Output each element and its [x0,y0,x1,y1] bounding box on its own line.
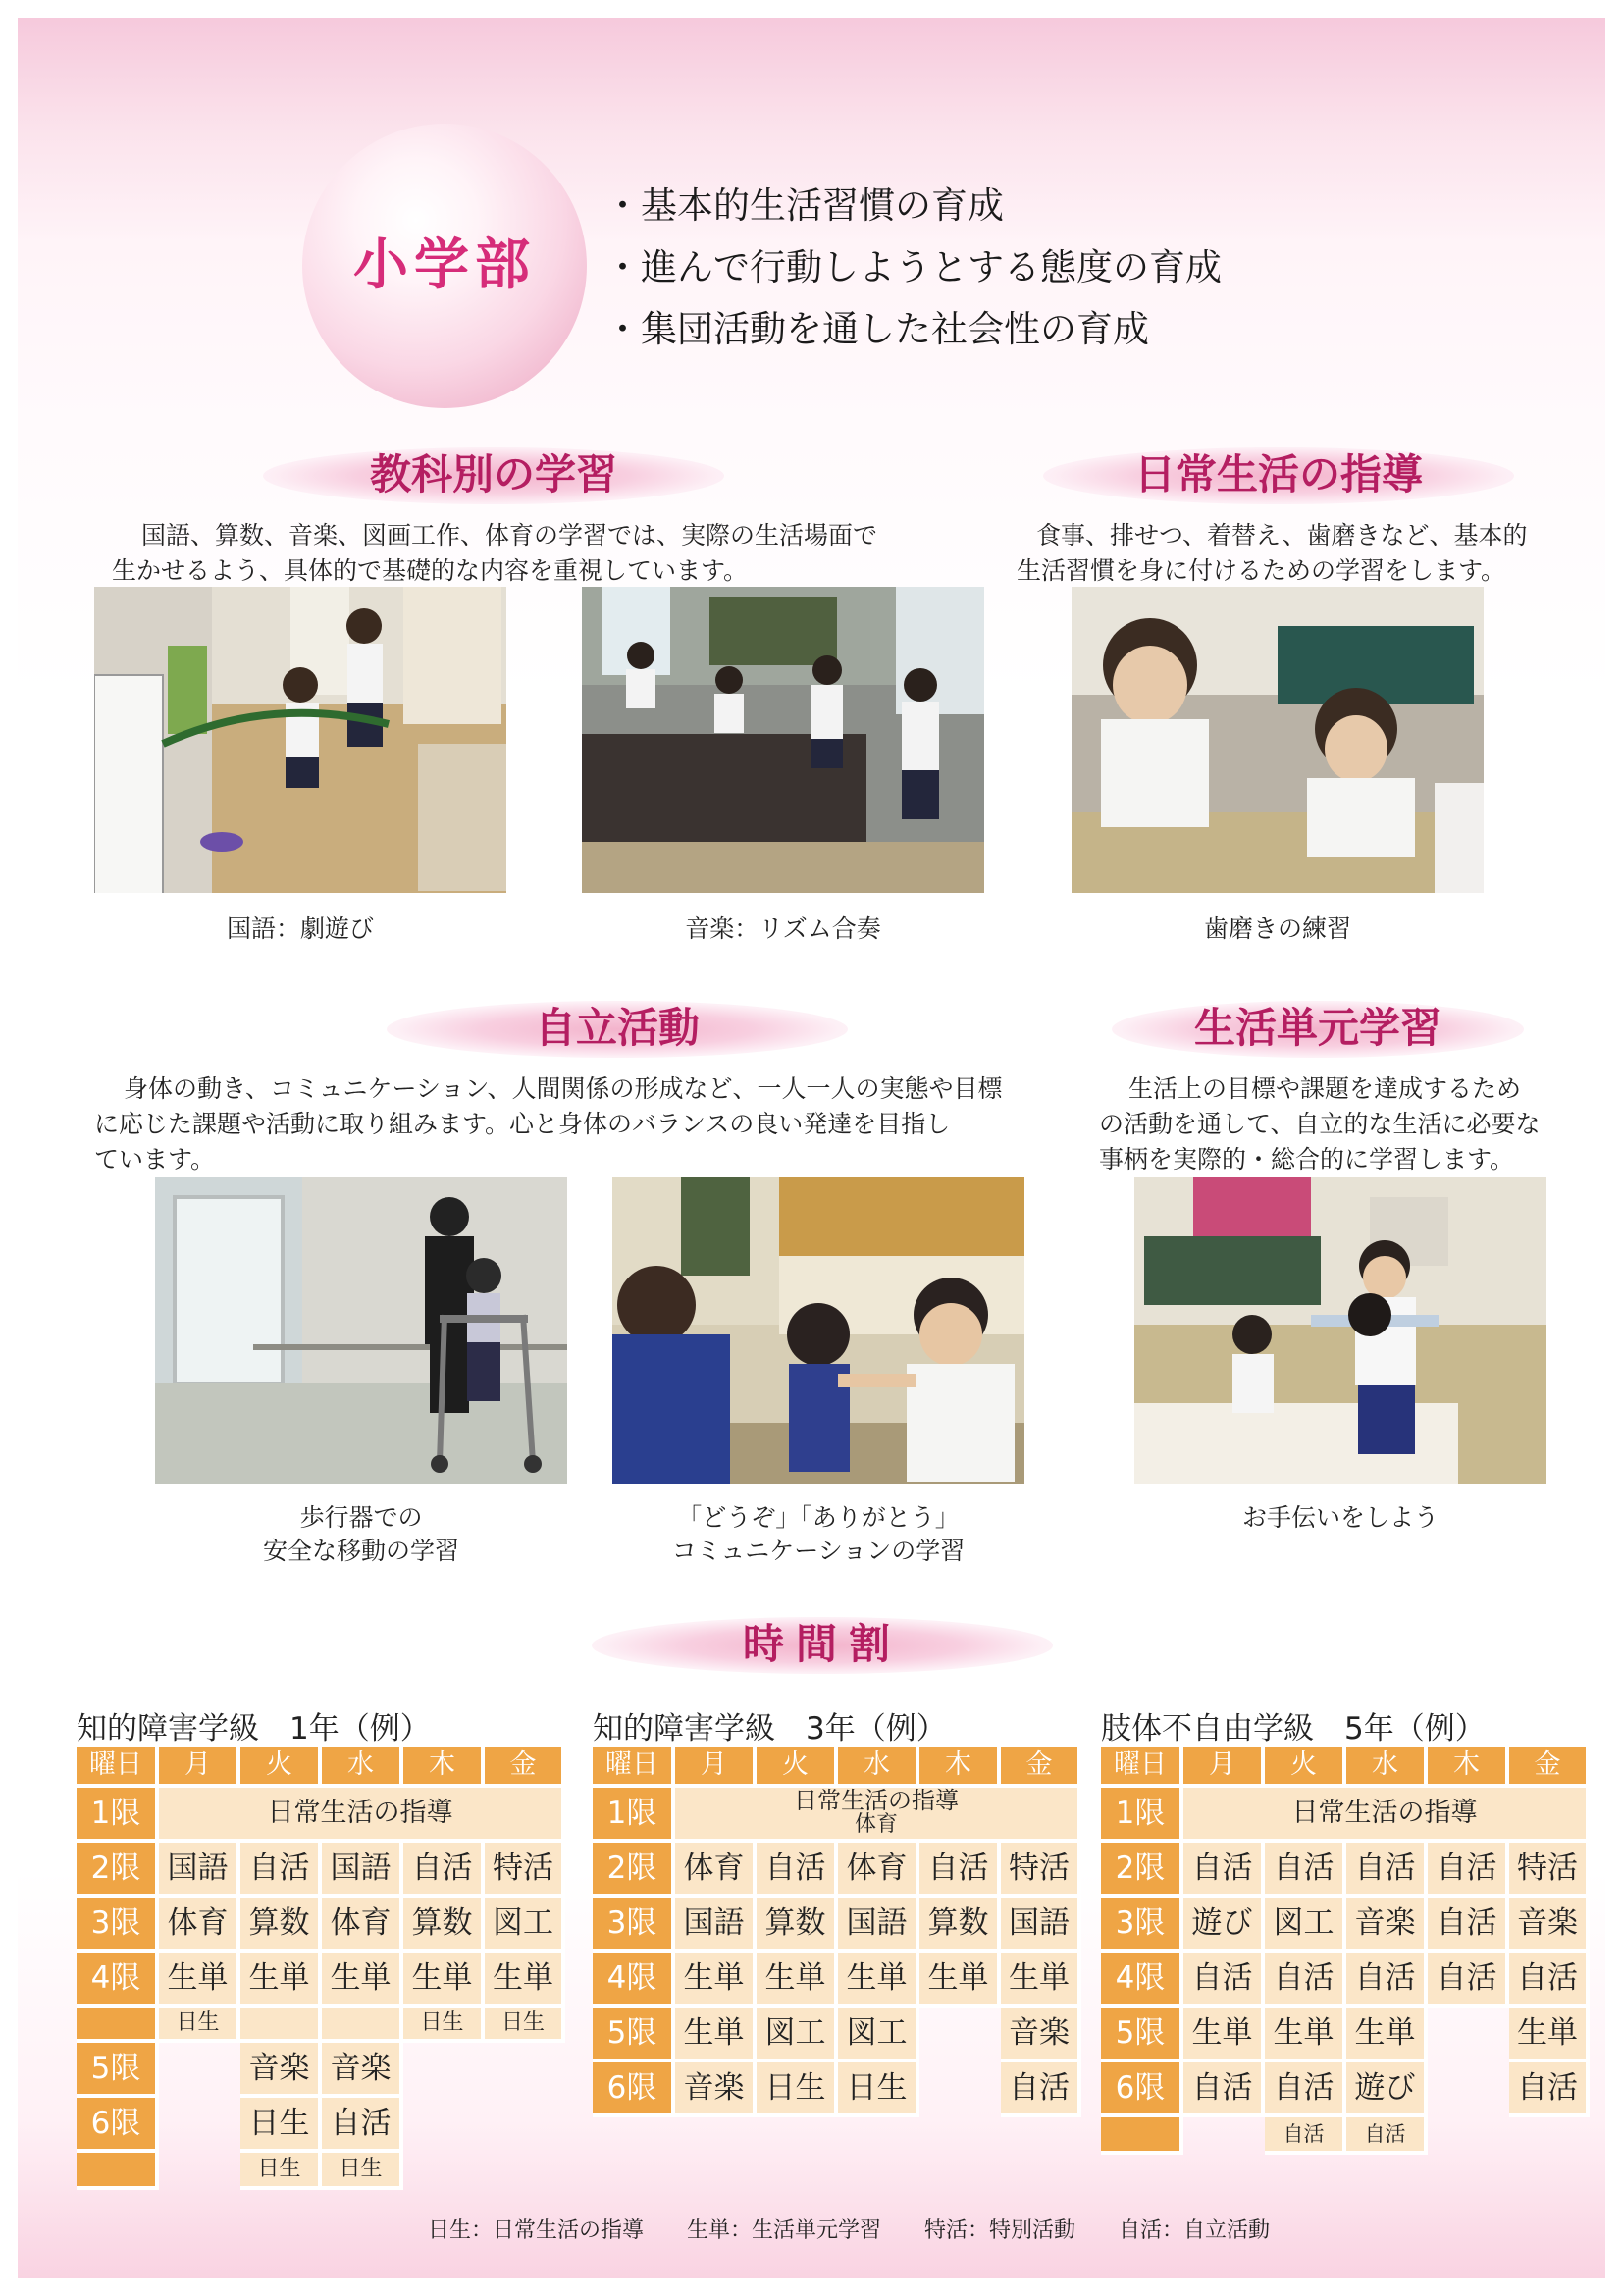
period-cell: 3限 [77,1898,159,1953]
timetable-cell [675,1788,1081,1843]
daily-life-heading [1043,447,1514,504]
section-title: 小学部 [353,234,536,297]
photo-caption [155,1501,567,1568]
timetable-cell: 生単 [675,2008,757,2062]
timetable-cell: 自活 [1346,2117,1428,2155]
caption-line: 国語：劇遊び [226,914,374,943]
timetable-cell: 音楽 [322,2043,403,2098]
timetable-cell: 自活 [1509,1953,1590,2008]
period-cell: 6限 [1101,2062,1183,2117]
timetable-cell: 生単 [919,1953,1001,2008]
day-header-cell: 水 [1346,1747,1428,1788]
heading-text: 時間割 [742,1620,902,1668]
day-header-cell: 木 [1428,1747,1509,1788]
timetable-cell: 音楽 [240,2043,322,2098]
period-cell: 4限 [77,1953,159,2008]
timetable-cell: 生単 [838,1953,919,2008]
timetable-cell: 自活 [1183,1843,1265,1898]
timetable-cell: 生単 [240,1953,322,2008]
caption-line: 安全な移動の学習 [262,1537,459,1565]
day-header-cell: 月 [159,1747,240,1788]
timetable-grade5-physical [1101,1747,1590,2159]
timetable-cell: 図工 [1265,1898,1346,1953]
independence-activity-description [94,1071,1056,1177]
period-cell: 5限 [593,2008,675,2062]
timetable-cell: 音楽 [1001,2008,1081,2062]
timetable-cell: 自活 [1001,2062,1081,2117]
day-header-cell: 水 [322,1747,403,1788]
description-line: 国語、算数、音楽、図画工作、体育の学習では、実際の生活場面で [141,521,878,549]
timetable-heading [592,1617,1053,1674]
period-cell: 6限 [593,2062,675,2117]
period-cell: 3限 [1101,1898,1183,1953]
timetable-grade1-intellectual [77,1747,565,2194]
day-header-cell: 曜日 [77,1747,159,1788]
description-line: ています。 [94,1145,216,1174]
timetable-cell: 自活 [1346,1843,1428,1898]
description-line: 食事、排せつ、着替え、歯磨きなど、基本的 [1036,521,1528,549]
timetable-cell [322,2008,403,2043]
period-cell: 1限 [1101,1788,1183,1843]
period-cell: 2限 [593,1843,675,1898]
photo-walker-movement [155,1177,567,1484]
timetable-cell: 算数 [240,1898,322,1953]
timetable-cell: 自活 [1509,2062,1590,2117]
timetable-cell [240,2008,322,2043]
day-header-cell: 火 [1265,1747,1346,1788]
photo-communication-practice [612,1177,1024,1484]
caption-line: 歩行器での [299,1503,423,1532]
photo-tooth-brushing [1072,587,1484,893]
timetable-cell: 自活 [240,1843,322,1898]
timetable-cell: 体育 [838,1843,919,1898]
period-cell: 4限 [593,1953,675,2008]
timetable-cell: 生単 [403,1953,485,2008]
timetable-cell: 遊び [1346,2062,1428,2117]
goal-item: ・集団活動を通した社会性の育成 [604,308,1149,350]
timetable-label: 知的障害学級 3年（例） [593,1711,947,1747]
photo-caption [94,913,506,946]
timetable-cell: 日生 [838,2062,919,2117]
day-header-cell: 水 [838,1747,919,1788]
timetable-cell: 生単 [1001,1953,1081,2008]
timetable-cell: 自活 [1265,1843,1346,1898]
timetable-grade3-intellectual [593,1747,1081,2137]
day-header-cell: 曜日 [593,1747,675,1788]
timetable-cell: 特活 [485,1843,565,1898]
caption-line: 「どうぞ」「ありがとう」 [677,1503,960,1532]
timetable-cell: 図工 [838,2008,919,2062]
timetable-cell: 日生 [485,2008,565,2043]
timetable-cell: 国語 [1001,1898,1081,1953]
description-line: の活動を通して、自立的な生活に必要な [1099,1110,1541,1138]
description-line: 生活上の目標や課題を達成するため [1128,1074,1522,1103]
caption-line: 音楽：リズム合奏 [685,914,881,943]
period-cell: 2限 [1101,1843,1183,1898]
day-header-cell: 金 [485,1747,565,1788]
timetable-cell: 体育 [159,1898,240,1953]
caption-line: お手伝いをしよう [1241,1503,1439,1532]
timetable-cell: 生単 [757,1953,838,2008]
timetable-cell: 生単 [159,1953,240,2008]
timetable-cell: 生単 [1183,2008,1265,2062]
description-line: 生かせるよう、具体的で基礎的な内容を重視しています。 [112,556,749,585]
description-line: 身体の動き、コミュニケーション、人間関係の形成など、一人一人の実態や目標 [124,1074,1003,1103]
heading-text: 日常生活の指導 [1133,450,1423,498]
description-line: に応じた課題や活動に取り組みます。心と身体のバランスの良い発達を目指し [94,1110,951,1138]
photo-caption [1134,1501,1546,1535]
timetable-cell: 自活 [1183,1953,1265,2008]
period-cell: 1限 [593,1788,675,1843]
life-unit-study-description [1099,1071,1609,1177]
timetable-cell: 生単 [1346,2008,1428,2062]
photo-caption [1072,913,1484,946]
timetable-cell: 自活 [1265,2117,1346,2155]
timetable-cell: 生単 [1265,2008,1346,2062]
timetable-legend: 日生：日常生活の指導 生単：生活単元学習 特活：特別活動 自活：自立活動 [428,2218,1271,2243]
timetable-cell: 自活 [757,1843,838,1898]
caption-line: コミュニケーションの学習 [671,1537,966,1565]
timetable-cell: 日生 [403,2008,485,2043]
period-cell [77,2153,159,2190]
timetable-cell: 日生 [757,2062,838,2117]
timetable-cell: 算数 [919,1898,1001,1953]
day-header-cell: 火 [240,1747,322,1788]
photo-caption [582,913,984,946]
description-line: 事柄を実際的・総合的に学習します。 [1099,1145,1515,1174]
timetable-cell: 自活 [1183,2062,1265,2117]
day-header-cell: 曜日 [1101,1747,1183,1788]
goal-item: ・進んで行動しようとする態度の育成 [604,246,1222,288]
timetable-cell: 算数 [403,1898,485,1953]
timetable-cell: 音楽 [1509,1898,1590,1953]
subject-study-description [112,518,956,589]
brochure-page [18,18,1605,2278]
timetable-cell: 国語 [159,1843,240,1898]
day-header-cell: 月 [675,1747,757,1788]
timetable-cell: 図工 [485,1898,565,1953]
timetable-cell: 特活 [1509,1843,1590,1898]
life-unit-study-heading [1112,1001,1524,1058]
day-header-cell: 月 [1183,1747,1265,1788]
period-cell: 4限 [1101,1953,1183,2008]
timetable-label: 知的障害学級 1年（例） [77,1711,431,1747]
timetable-cell: 国語 [322,1843,403,1898]
period-cell: 5限 [1101,2008,1183,2062]
timetable-cell: 自活 [1265,2062,1346,2117]
photo-caption [612,1501,1024,1568]
timetable-cell: 日生 [240,2153,322,2190]
timetable-cell: 体育 [675,1843,757,1898]
timetable-cell: 日常生活の指導 [1183,1788,1590,1843]
heading-text: 教科別の学習 [369,450,617,498]
caption-line: 歯磨きの練習 [1203,914,1351,943]
period-cell: 2限 [77,1843,159,1898]
period-cell: 3限 [593,1898,675,1953]
timetable-cell-line: 日常生活の指導 [794,1788,959,1814]
timetable-cell: 日常生活の指導 [159,1788,565,1843]
goal-item: ・基本的生活習慣の育成 [604,184,1004,227]
timetable-cell: 自活 [1428,1843,1509,1898]
day-header-cell: 火 [757,1747,838,1788]
timetable-cell-line: 体育 [854,1812,898,1837]
timetable-cell: 日生 [159,2008,240,2043]
timetable-cell: 音楽 [675,2062,757,2117]
timetable-cell: 図工 [757,2008,838,2062]
timetable-cell: 自活 [322,2098,403,2153]
timetable-cell: 日生 [240,2098,322,2153]
timetable-cell: 国語 [675,1898,757,1953]
timetable-cell: 生単 [675,1953,757,2008]
photo-helping-out [1134,1177,1546,1484]
timetable-cell: 特活 [1001,1843,1081,1898]
timetable-cell: 自活 [919,1843,1001,1898]
independence-activity-heading [387,1001,848,1058]
heading-text: 自立活動 [534,1004,700,1052]
photo-japanese-drama-play [94,587,506,893]
timetable-cell: 自活 [1428,1953,1509,2008]
description-line: 生活習慣を身に付けるための学習をします。 [1017,556,1506,585]
timetable-cell: 算数 [757,1898,838,1953]
timetable-cell: 生単 [322,1953,403,2008]
period-cell: 1限 [77,1788,159,1843]
timetable-cell: 自活 [1346,1953,1428,2008]
photo-music-rhythm-ensemble [582,587,984,893]
day-header-cell: 金 [1509,1747,1590,1788]
daily-life-description [1017,518,1586,589]
goal-list [604,175,1222,360]
day-header-cell: 木 [919,1747,1001,1788]
timetable-cell: 自活 [1265,1953,1346,2008]
timetable-cell: 生単 [485,1953,565,2008]
timetable-label: 肢体不自由学級 5年（例） [1101,1711,1486,1747]
period-cell: 6限 [77,2098,159,2153]
timetable-cell: 生単 [1509,2008,1590,2062]
period-cell: 5限 [77,2043,159,2098]
timetable-cell: 体育 [322,1898,403,1953]
timetable-cell: 自活 [1428,1898,1509,1953]
day-header-cell: 木 [403,1747,485,1788]
subject-study-heading [263,447,724,504]
period-cell [77,2008,159,2043]
timetable-cell: 国語 [838,1898,919,1953]
timetable-cell: 自活 [403,1843,485,1898]
period-cell [1101,2117,1183,2155]
timetable-cell: 音楽 [1346,1898,1428,1953]
heading-text: 生活単元学習 [1193,1004,1441,1052]
timetable-cell: 遊び [1183,1898,1265,1953]
day-header-cell: 金 [1001,1747,1081,1788]
timetable-cell: 日生 [322,2153,403,2190]
